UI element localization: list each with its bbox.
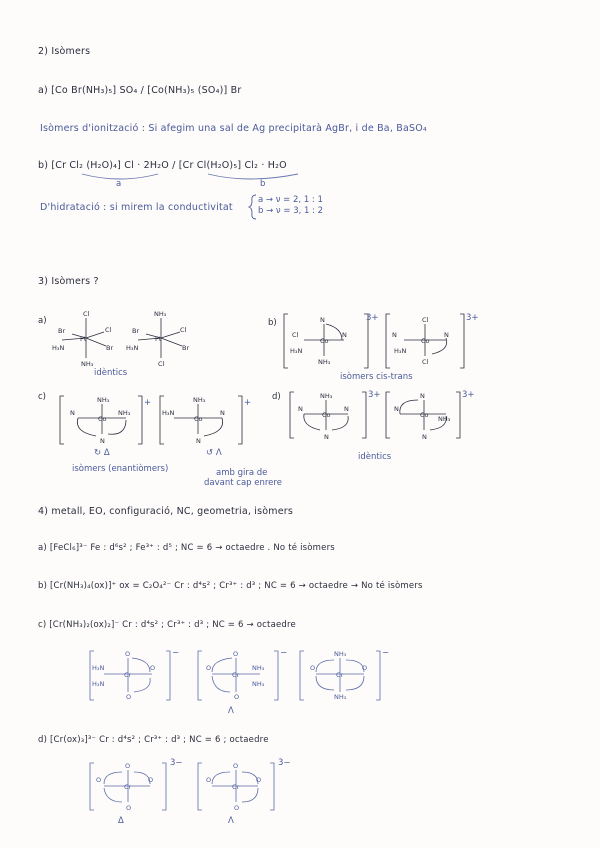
q3-b-verdict: isòmers cis-trans: [340, 372, 413, 382]
svg-text:NH₃: NH₃: [318, 358, 331, 366]
svg-text:H₃N: H₃N: [126, 344, 139, 352]
q4-d-lambda: Λ: [228, 816, 234, 826]
q3-b-structures: [282, 310, 482, 372]
q4-c-charge-2: −: [280, 648, 288, 658]
svg-text:N: N: [422, 433, 427, 441]
svg-text:N: N: [420, 392, 425, 400]
svg-text:N: N: [392, 331, 397, 339]
svg-text:NH₃: NH₃: [118, 409, 131, 417]
svg-text:Cl: Cl: [83, 310, 90, 318]
svg-text:H₃N: H₃N: [290, 347, 303, 355]
svg-text:NH₃: NH₃: [334, 650, 347, 658]
svg-text:O: O: [233, 762, 239, 770]
q2-a-line: a) [Co Br(NH₃)₅] SO₄ / [Co(NH₃)₅ (SO₄)] Br: [38, 85, 242, 96]
svg-text:Cl: Cl: [422, 316, 429, 324]
svg-text:Cr: Cr: [336, 671, 344, 679]
svg-text:N: N: [324, 433, 329, 441]
q3-d-charge-2: 3+: [462, 390, 475, 400]
q4-d-structures: [88, 760, 288, 816]
svg-text:Co: Co: [320, 337, 329, 345]
svg-text:NH₃: NH₃: [252, 680, 265, 688]
svg-text:NH₃: NH₃: [334, 693, 347, 701]
svg-text:N: N: [344, 405, 349, 413]
q2-b-sub-a: a: [116, 179, 122, 189]
q3-c-delta: ↻ Δ: [94, 448, 110, 458]
svg-text:Cl: Cl: [292, 331, 299, 339]
svg-text:O: O: [233, 650, 239, 658]
svg-text:Pt: Pt: [155, 335, 162, 343]
q4-c-structures: [88, 648, 388, 706]
svg-text:NH₃: NH₃: [438, 415, 451, 423]
q4-d-charge-1: 3−: [170, 758, 183, 768]
q3-d-label: d): [272, 392, 281, 402]
svg-text:Cl: Cl: [180, 326, 187, 334]
svg-text:N: N: [220, 409, 225, 417]
svg-text:N: N: [320, 316, 325, 324]
q3-c-structures: [56, 392, 252, 450]
svg-text:O: O: [234, 693, 240, 701]
svg-text:Co: Co: [322, 411, 331, 419]
svg-text:Br: Br: [182, 344, 190, 352]
svg-text:NH₃: NH₃: [320, 392, 333, 400]
svg-text:Co: Co: [194, 415, 203, 423]
q3-d-verdict: idèntics: [358, 452, 392, 462]
q3-c-note-1: amb gira de: [216, 468, 268, 478]
q4-c-lambda: Λ: [228, 706, 234, 716]
q3-a-structures: [48, 306, 208, 372]
svg-text:N: N: [100, 437, 105, 445]
svg-text:Cl: Cl: [158, 360, 165, 368]
svg-text:O: O: [206, 664, 212, 672]
q3-c-lambda: ↺ Λ: [206, 448, 222, 458]
svg-text:O: O: [310, 664, 316, 672]
svg-text:O: O: [126, 804, 132, 812]
q2-heading: 2) Isòmers: [38, 46, 91, 57]
svg-text:O: O: [126, 693, 132, 701]
svg-text:N: N: [196, 437, 201, 445]
q2-b-underbraces: [80, 172, 310, 192]
svg-text:O: O: [256, 776, 262, 784]
svg-text:O: O: [234, 804, 240, 812]
svg-text:H₃N: H₃N: [52, 344, 65, 352]
q2-b-cond-2: b → ν = 3, 1 : 2: [258, 206, 324, 216]
svg-text:Cr: Cr: [124, 671, 132, 679]
svg-text:O: O: [125, 762, 131, 770]
svg-text:N: N: [394, 405, 399, 413]
svg-text:NH₃: NH₃: [97, 396, 110, 404]
svg-text:NH₃: NH₃: [81, 360, 94, 368]
svg-text:Cl: Cl: [422, 358, 429, 366]
svg-text:H₃N: H₃N: [162, 409, 175, 417]
q4-d-charge-2: 3−: [278, 758, 291, 768]
q3-d-charge-1: 3+: [368, 390, 381, 400]
q4-d-delta: Δ: [118, 816, 124, 826]
q4-c-line: c) [Cr(NH₃)₂(ox)₂]⁻ Cr : d⁴s² ; Cr³⁺ : d³ ; NC = 6 → octaedre: [38, 620, 296, 630]
svg-text:O: O: [125, 650, 131, 658]
q3-c-label: c): [38, 392, 46, 402]
svg-text:N: N: [342, 331, 347, 339]
svg-text:H₃N: H₃N: [92, 664, 105, 672]
svg-text:NH₃: NH₃: [193, 396, 206, 404]
svg-text:Co: Co: [421, 337, 430, 345]
q2-curly-brace: [248, 194, 258, 220]
svg-text:Co: Co: [98, 415, 107, 423]
svg-text:Cr: Cr: [124, 783, 132, 791]
q2-b-cond-1: a → ν = 2, 1 : 1: [258, 195, 323, 205]
q3-b-charge-1: 3+: [366, 313, 379, 323]
svg-text:H₃N: H₃N: [394, 347, 407, 355]
q2-b-sub-b: b: [260, 179, 266, 189]
svg-text:Cr: Cr: [232, 671, 240, 679]
q4-a-line: a) [FeCl₆]³⁻ Fe : d⁶s² ; Fe³⁺ : d⁵ ; NC = 6 → octaedre . No té isòmers: [38, 543, 335, 553]
svg-text:N: N: [70, 409, 75, 417]
q4-c-charge-1: −: [172, 648, 180, 658]
q4-heading: 4) metall, EO, configuració, NC, geometria, isòmers: [38, 506, 294, 517]
svg-text:Cr: Cr: [232, 783, 240, 791]
q3-c-note-2: davant cap enrere: [204, 478, 282, 488]
q4-d-line: d) [Cr(ox)₃]³⁻ Cr : d⁴s² ; Cr³⁺ : d³ ; NC = 6 ; octaedre: [38, 735, 269, 745]
q2-a-note: Isòmers d'ionització : Si afegim una sal de Ag precipitarà AgBr, i de Ba, BaSO₄: [40, 123, 427, 134]
q3-c-charge-1: +: [144, 398, 152, 408]
svg-text:O: O: [362, 664, 368, 672]
svg-text:Co: Co: [420, 411, 429, 419]
svg-text:O: O: [148, 776, 154, 784]
q3-a-verdict: idèntics: [94, 368, 128, 378]
svg-text:N: N: [444, 331, 449, 339]
q3-heading: 3) Isòmers ?: [38, 276, 99, 287]
q3-a-label: a): [38, 316, 47, 326]
svg-text:O: O: [96, 776, 102, 784]
q3-c-charge-2: +: [244, 398, 252, 408]
svg-text:Br: Br: [106, 344, 114, 352]
q4-b-line: b) [Cr(NH₃)₄(ox)]⁺ ox = C₂O₄²⁻ Cr : d⁴s² ; Cr³⁺ : d³ ; NC = 6 → octaedre → No té isòmers: [38, 581, 423, 591]
q3-c-verdict: isòmers (enantiòmers): [72, 464, 169, 474]
svg-text:Pt: Pt: [80, 335, 87, 343]
svg-text:Br: Br: [58, 327, 66, 335]
q2-b-line: b) [Cr Cl₂ (H₂O)₄] Cl · 2H₂O / [Cr Cl(H₂O)₅] Cl₂ · H₂O: [38, 160, 287, 171]
q3-b-charge-2: 3+: [466, 313, 479, 323]
svg-text:O: O: [150, 664, 156, 672]
q2-b-note: D'hidratació : si mirem la conductivitat: [40, 202, 233, 213]
q3-d-structures: [288, 388, 478, 444]
svg-text:NH₃: NH₃: [154, 310, 167, 318]
q4-c-charge-3: −: [382, 648, 390, 658]
svg-text:O: O: [206, 776, 212, 784]
svg-text:N: N: [298, 405, 303, 413]
svg-text:H₃N: H₃N: [92, 680, 105, 688]
q3-b-label: b): [268, 318, 277, 328]
svg-text:Cl: Cl: [105, 326, 112, 334]
svg-text:Br: Br: [132, 327, 140, 335]
svg-text:NH₃: NH₃: [252, 664, 265, 672]
